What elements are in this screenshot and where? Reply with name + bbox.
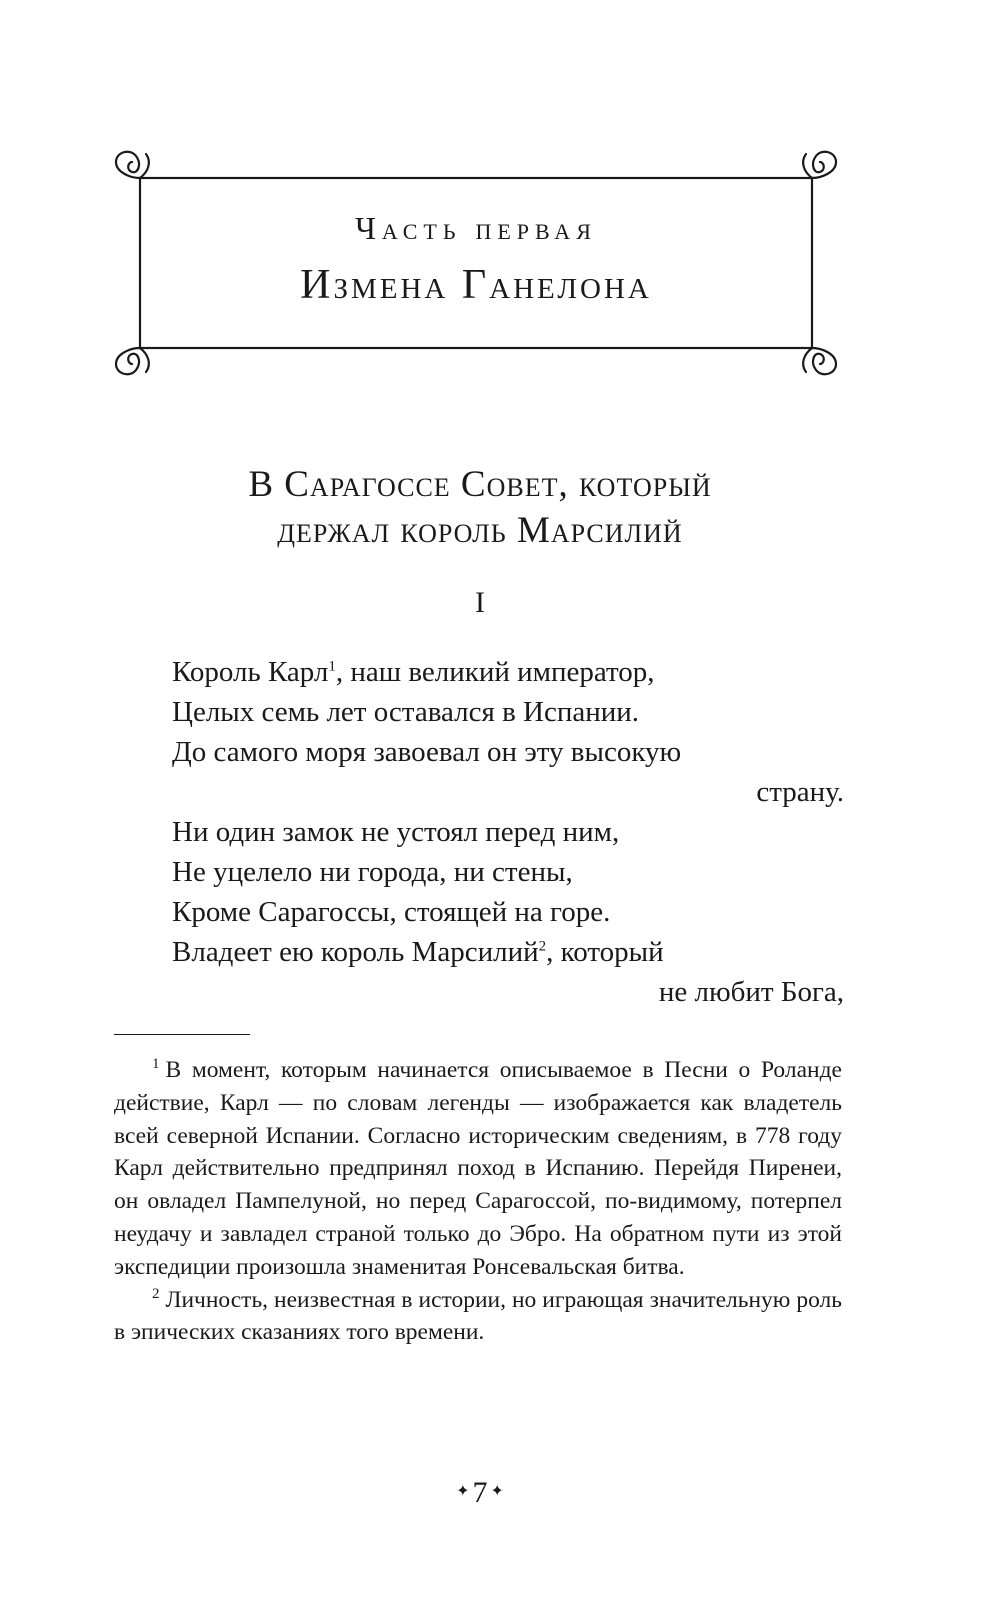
star-ornament-icon: ✦ [490, 1483, 504, 1501]
verse-text: , который [546, 936, 664, 968]
part-title: Измена Ганелона [300, 262, 652, 308]
verse-text: Владеет ею король Марсилий [172, 936, 539, 968]
verse-line [172, 932, 844, 972]
chapter-heading [100, 462, 860, 554]
verse-line: Не уцелело ни города, ни стены, [172, 856, 573, 888]
verse-text: , наш великий император, [335, 656, 655, 688]
part-label: Часть первая [355, 210, 597, 246]
footnote-divider [114, 1034, 250, 1035]
footnote-1 [114, 1054, 842, 1284]
verse-line: До самого моря завоевал он эту высокую [172, 736, 682, 768]
footnotes [114, 1054, 842, 1349]
footnote-2 [114, 1284, 842, 1350]
footnote-mark-1: 1 [152, 1056, 160, 1073]
footnote-text-1: В момент, которым начинается описываемое в Песни о Роланде действие, Карл — по словам легенды — изображается как владетель всей северной Испании. Согласно историческим сведениям, в 778 году Карл действительно предпринял поход в Испанию. Перейдя Пиренеи, он овладел Пампелуной, но перед Сарагоссой, по-видимому, потерпел неудачу и завладел страной только до Эбро. На обратном пути из этой экспедиции произошла знаменитая Ронсевальская битва. [114, 1057, 842, 1280]
page-number-value: 7 [472, 1476, 488, 1509]
footnote-ref-2: 2 [538, 938, 547, 955]
verse-line: Целых семь лет оставался в Испании. [172, 696, 640, 728]
star-ornament-icon: ✦ [456, 1483, 470, 1501]
verse-block [172, 652, 844, 1012]
chapter-heading-line-2: держал король Марсилий [277, 510, 683, 551]
footnote-text-2: Личность, неизвестная в истории, но играющая значительную роль в эпических сказаниях того времени. [114, 1286, 842, 1346]
verse-line: Кроме Сарагоссы, стоящей на горе. [172, 896, 611, 928]
verse-line: Ни один замок не устоял перед ним, [172, 816, 620, 848]
footnote-ref-1: 1 [328, 658, 336, 675]
verse-text: Король Карл [172, 656, 329, 688]
verse-line [172, 652, 844, 692]
page-number [0, 1478, 960, 1508]
chapter-heading-line-1: В Сарагоссе Совет, который [248, 464, 712, 505]
part-title-frame [112, 150, 840, 376]
stanza-number: I [475, 586, 485, 619]
footnote-mark-2: 2 [152, 1285, 160, 1302]
verse-line-continuation: не любит Бога, [658, 976, 844, 1008]
verse-line-continuation: страну. [756, 776, 844, 808]
